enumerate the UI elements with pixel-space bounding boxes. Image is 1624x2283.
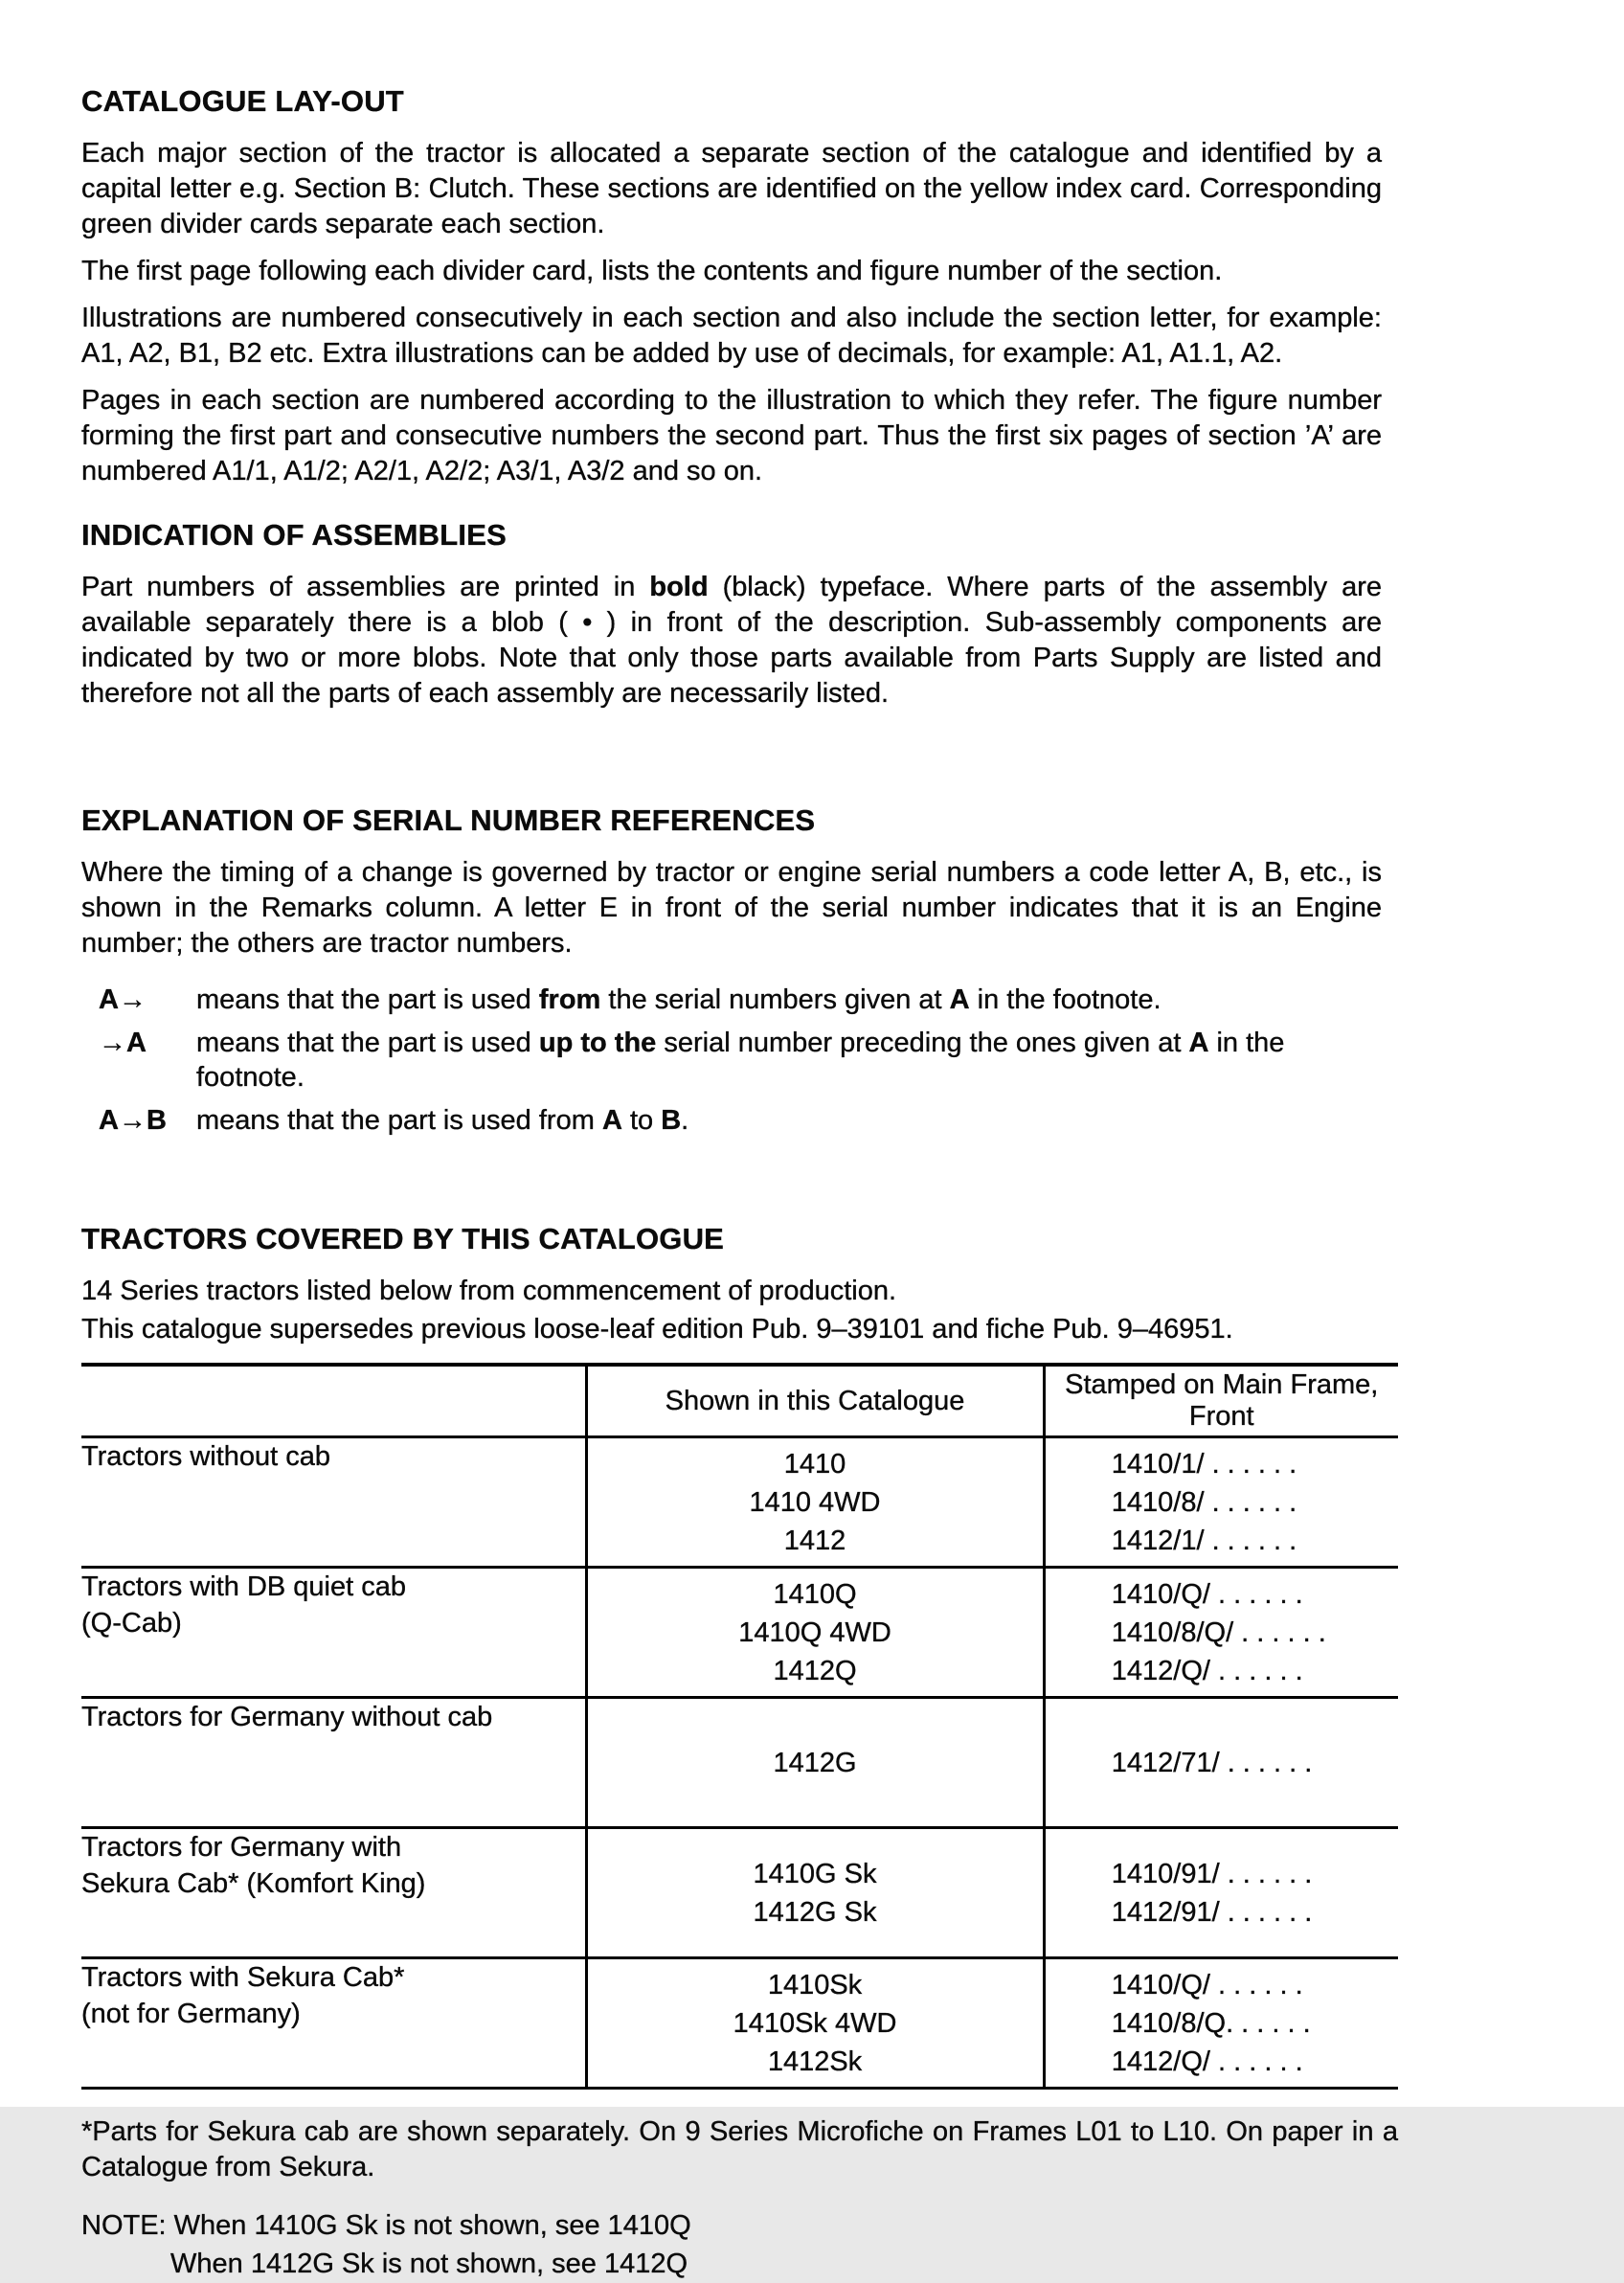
section-catalogue-layout [81, 84, 1382, 489]
catalogue-layout-heading: CATALOGUE LAY-OUT [81, 84, 404, 118]
stamped-on-frame-cell: 1410/Q/ . . . . . . 1410/8/Q. . . . . . 1412/Q/ . . . . . . [1044, 1958, 1398, 2089]
shown-in-catalogue-cell: 1410 1410 4WD 1412 [586, 1437, 1044, 1568]
serial-references-intro: Where the timing of a change is governed by tractor or engine serial numbers a code letter A, B, etc., is shown in the Remarks column. A letter E in front of the serial number indicates that it is an Engine number; the others are tractor numbers. [81, 857, 1382, 959]
tractors-covered-intro-line-1: 14 Series tractors listed below from commencement of production. [81, 1276, 897, 1306]
serial-arrow-symbol: →A [99, 1028, 147, 1058]
shown-in-catalogue-cell: 1410Sk 1410Sk 4WD 1412Sk [586, 1958, 1044, 2089]
tractors-covered-heading: TRACTORS COVERED BY THIS CATALOGUE [81, 1222, 725, 1255]
tractor-category-cell: Tractors for Germany with Sekura Cab* (Komfort King) [81, 1828, 586, 1958]
section-serial-number-references [81, 803, 1382, 1138]
table-header-cell: Stamped on Main Frame, Front [1044, 1365, 1398, 1437]
serial-rule-text: means that the part is used up to the serial number preceding the ones given at A in the footnote. [196, 1028, 1285, 1093]
serial-arrow-symbol: A→ [99, 984, 147, 1015]
tractor-category-cell: Tractors with DB quiet cab (Q-Cab) [81, 1568, 586, 1698]
tractor-category-cell: Tractors for Germany without cab [81, 1698, 586, 1828]
shown-in-catalogue-cell: 1410G Sk 1412G Sk [586, 1828, 1044, 1958]
paragraph: Pages in each section are numbered according to the illustration to which they refer. The figure number forming the first part and consecutive numbers the second part. Thus the first six pages of section ’A’ are numbered A1/1, A1/2; A2/1, A2/2; A3/1, A3/2 and so on. [81, 385, 1382, 486]
serial-reference-rule [99, 1103, 1382, 1138]
serial-reference-rule [99, 983, 1382, 1017]
section-indication-of-assemblies [81, 518, 1382, 712]
stamped-on-frame-cell: 1410/91/ . . . . . . 1412/91/ . . . . . . [1044, 1828, 1398, 1958]
sekura-cab-footnote: *Parts for Sekura cab are shown separately. On 9 Series Microfiche on Frames L01 to L10. On paper in a Catalogue from Sekura. [81, 2116, 1398, 2182]
note-block [81, 2206, 1382, 2283]
stamped-on-frame-cell: 1410/1/ . . . . . . 1410/8/ . . . . . . 1412/1/ . . . . . . [1044, 1437, 1398, 1568]
table-header-cell: Shown in this Catalogue [586, 1365, 1044, 1437]
table-row [81, 1958, 1398, 2089]
indication-of-assemblies-paragraph: Part numbers of assemblies are printed in bold (black) typeface. Where parts of the assembly are available separately there is a blob ( • ) in front of the description. Sub-assembly components are indicated by two or more blobs. Note that only those parts available from Parts Supply are listed and therefore not all the parts of each assembly are necessarily listed. [81, 572, 1383, 709]
stamped-on-frame-cell: 1412/71/ . . . . . . [1044, 1698, 1398, 1828]
serial-rule-text: means that the part is used from the serial numbers given at A in the footnote. [196, 984, 1162, 1015]
serial-rule-text: means that the part is used from A to B. [196, 1105, 689, 1136]
shown-in-catalogue-cell: 1410Q 1410Q 4WD 1412Q [586, 1568, 1044, 1698]
serial-reference-rule [99, 1026, 1382, 1095]
indication-of-assemblies-heading: INDICATION OF ASSEMBLIES [81, 518, 507, 552]
stamped-on-frame-cell: 1410/Q/ . . . . . . 1410/8/Q/ . . . . . . 1412/Q/ . . . . . . [1044, 1568, 1398, 1698]
shown-in-catalogue-cell: 1412G [586, 1698, 1044, 1828]
tractor-category-cell: Tractors with Sekura Cab* (not for Germany) [81, 1958, 586, 2089]
table-header-cell [81, 1365, 586, 1437]
paragraph: Each major section of the tractor is allocated a separate section of the catalogue and identified by a capital letter e.g. Section B: Clutch. These sections are identified on the yellow index card. Corresponding green divider cards separate each section. [81, 138, 1382, 239]
page-content [81, 84, 1398, 2283]
paragraph: The first page following each divider card, lists the contents and figure number of the section. [81, 256, 1223, 286]
note-line-2: When 1412G Sk is not shown, see 1412Q [170, 2249, 688, 2279]
table-row [81, 1698, 1398, 1828]
section-tractors-covered [81, 1222, 1398, 2283]
paragraph: Illustrations are numbered consecutively in each section and also include the section letter, for example: A1, A2, B1, B2 etc. Extra illustrations can be added by use of decimals, for example: A1, A1.1, A2. [81, 303, 1382, 369]
tractors-covered-table [81, 1363, 1398, 2090]
table-row [81, 1437, 1398, 1568]
serial-arrow-symbol: A→B [99, 1105, 167, 1136]
tractor-category-cell: Tractors without cab [81, 1437, 586, 1568]
table-row [81, 1828, 1398, 1958]
catalogue-layout-paragraphs [81, 136, 1382, 489]
note-line-1: NOTE: When 1410G Sk is not shown, see 1410Q [81, 2210, 691, 2241]
table-row [81, 1568, 1398, 1698]
serial-references-heading: EXPLANATION OF SERIAL NUMBER REFERENCES [81, 803, 816, 837]
serial-reference-rules [99, 983, 1382, 1138]
tractors-covered-intro-line-2: This catalogue supersedes previous loose-leaf edition Pub. 9–39101 and fiche Pub. 9–46951. [81, 1314, 1233, 1345]
